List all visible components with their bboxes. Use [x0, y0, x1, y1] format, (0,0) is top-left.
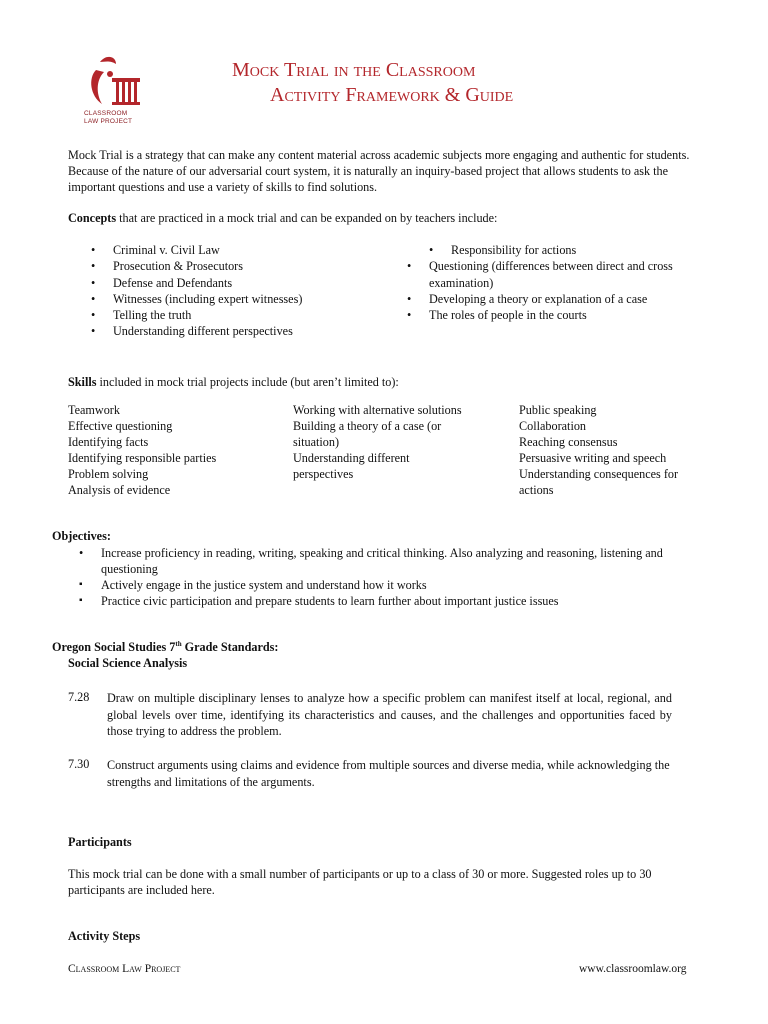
- standards-subheading: [68, 656, 187, 671]
- list-item: ▪ Practice civic participation and prepare students to learn further about important justice issues: [101, 593, 701, 609]
- skills-lead: [68, 374, 708, 390]
- list-item: • Prosecution & Prosecutors: [113, 258, 353, 274]
- list-item: Building a theory of a case (or situation): [293, 418, 442, 449]
- skills-lead-text: included in mock trial projects include (but aren’t limited to):: [96, 375, 399, 389]
- standard-number: 7.28: [68, 690, 90, 704]
- list-item: Teamwork: [68, 403, 120, 417]
- participants-heading: [68, 835, 132, 850]
- list-item: • Questioning (differences between direct and cross examination): [429, 258, 719, 291]
- standard-text: Construct arguments using claims and evidence from multiple sources and diverse media, while acknowledging the strengths and limitations of the arguments.: [107, 758, 670, 789]
- standard-number: 7.30: [68, 757, 90, 771]
- activity-steps-heading-text: Activity Steps: [68, 929, 141, 943]
- objectives-heading-text: Objectives:: [52, 529, 111, 543]
- standards-heading: [52, 640, 278, 655]
- list-item: • Criminal v. Civil Law: [113, 242, 353, 258]
- logo-text: CLASSROOM LAW PROJECT: [84, 110, 133, 125]
- list-item: • Understanding different perspectives: [113, 323, 353, 339]
- standards-heading-sup: th: [175, 640, 182, 648]
- skills-lead-bold: Skills: [68, 375, 97, 389]
- title-line-1: Mock Trial in the Classroom: [232, 59, 476, 81]
- list-item: Effective questioning: [68, 418, 173, 433]
- list-item: • Increase proficiency in reading, writing, speaking and critical thinking. Also analyzing and reasoning, listening and questioning: [101, 545, 701, 578]
- list-item: • Defense and Defendants: [113, 275, 353, 291]
- standards-heading-post: Grade Standards:: [181, 640, 279, 654]
- list-item: Identifying facts: [68, 434, 149, 449]
- footer-url[interactable]: www.classroomlaw.org: [579, 963, 687, 975]
- list-item: • The roles of people in the courts: [429, 307, 719, 323]
- logo-column-icon: [86, 52, 146, 112]
- list-item: Public speaking: [519, 403, 597, 417]
- concepts-left-list: [113, 242, 353, 340]
- standards-subheading-text: Social Science Analysis: [68, 656, 188, 670]
- list-item: Problem solving: [68, 466, 149, 481]
- concepts-lead: [68, 210, 708, 226]
- list-item: • Witnesses (including expert witnesses): [113, 291, 353, 307]
- list-item: ▪ Actively engage in the justice system and understand how it works: [101, 577, 701, 593]
- objectives-heading: [52, 529, 111, 544]
- list-item: • Responsibility for actions: [451, 242, 719, 258]
- skills-column-2: [293, 403, 468, 483]
- concepts-right-list: [429, 242, 719, 323]
- participants-text: This mock trial can be done with a small number of participants or up to a class of 30 or more. Suggested roles up to 30 participants are included here.: [68, 867, 652, 897]
- list-item: Working with alternative solutions: [293, 403, 462, 417]
- list-item: Identifying responsible parties: [68, 450, 217, 465]
- list-item: Collaboration: [519, 418, 587, 433]
- title-line-2: Activity Framework & Guide: [270, 84, 514, 106]
- skills-column-3: [519, 403, 704, 498]
- list-item: Analysis of evidence: [68, 482, 171, 497]
- objectives-list-square: [101, 577, 701, 610]
- standard-text: Draw on multiple disciplinary lenses to analyze how a specific problem can manifest itself at local, regional, and global levels over time, identifying its characteristics and causes, and the challenges and opportunities faced by those trying to address the problem.: [107, 691, 672, 738]
- activity-steps-heading: [68, 929, 140, 944]
- participants-heading-text: Participants: [68, 835, 132, 849]
- list-item: Reaching consensus: [519, 434, 618, 449]
- concepts-lead-text: that are practiced in a mock trial and can be expanded on by teachers include:: [116, 211, 498, 225]
- footer-org: Classroom Law Project: [68, 963, 181, 975]
- list-item: Understanding consequences for actions: [519, 466, 679, 497]
- intro-paragraph: Mock Trial is a strategy that can make any content material across academic subjects more engaging and authentic for students. Because of the nature of our adversarial court system, it is naturally an inquiry-based project that allows students to ask the important questions and use a variety of skills to find solutions.: [68, 148, 690, 194]
- list-item: Understanding different perspectives: [293, 450, 410, 481]
- list-item: • Developing a theory or explanation of a case: [429, 291, 719, 307]
- skills-column-1: [68, 403, 283, 498]
- list-item: • Telling the truth: [113, 307, 353, 323]
- standards-heading-pre: Oregon Social Studies 7: [52, 640, 176, 654]
- list-item: Persuasive writing and speech: [519, 450, 667, 465]
- concepts-lead-bold: Concepts: [68, 211, 117, 225]
- objectives-list: [101, 545, 701, 578]
